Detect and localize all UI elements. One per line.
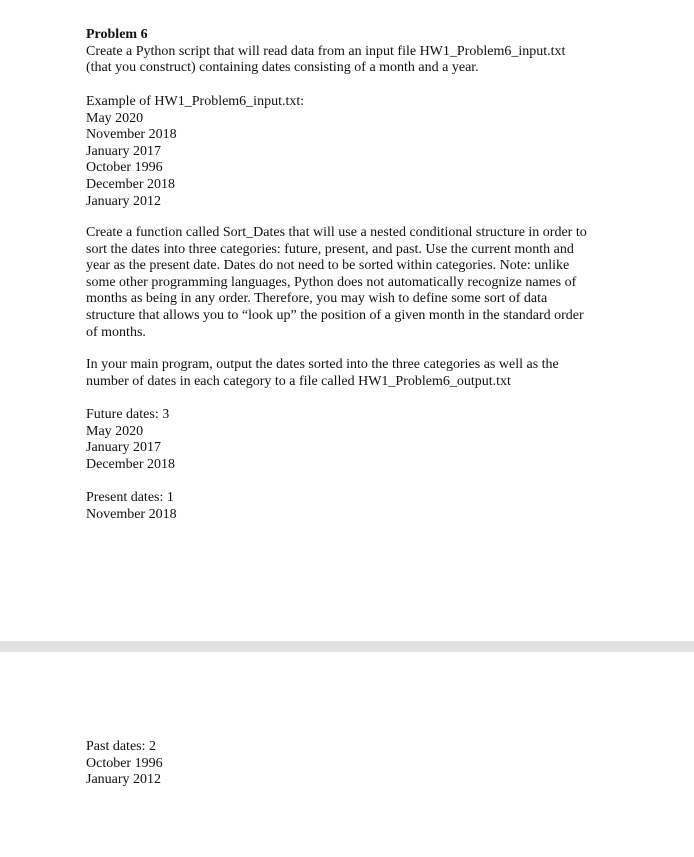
function-line: of months. <box>86 324 146 340</box>
document-page-2 <box>0 652 694 857</box>
function-description <box>86 225 611 341</box>
function-line: some other programming languages, Python does not automatically recognize names of <box>86 274 577 290</box>
future-date: May 2020 <box>86 423 144 439</box>
function-line: months as being in any order. Therefore, you may wish to define some sort of data <box>86 291 548 307</box>
example-section <box>86 94 611 210</box>
past-dates-section <box>86 739 611 789</box>
function-line: Create a function called Sort_Dates that will use a nested conditional structure in order to <box>86 225 587 240</box>
present-date: November 2018 <box>86 506 177 522</box>
function-line: sort the dates into three categories: future, present, and past. Use the current month and <box>86 241 574 257</box>
past-dates-label: Past dates: 2 <box>86 739 156 754</box>
example-date: May 2020 <box>86 110 144 126</box>
future-dates-label: Future dates: 3 <box>86 407 170 422</box>
past-date: October 1996 <box>86 755 163 771</box>
example-label: Example of HW1_Problem6_input.txt: <box>86 94 305 109</box>
past-date: January 2012 <box>86 772 162 788</box>
intro-line: Create a Python script that will read data from an input file HW1_Problem6_input.txt <box>86 43 566 59</box>
function-line: year as the present date. Dates do not need to be sorted within categories. Note: unlike <box>86 258 570 274</box>
main-line: In your main program, output the dates sorted into the three categories as well as the <box>86 357 559 372</box>
present-dates-section <box>86 490 611 523</box>
problem-section <box>86 27 611 77</box>
present-dates-label: Present dates: 1 <box>86 490 174 505</box>
example-date: December 2018 <box>86 176 176 192</box>
example-date: November 2018 <box>86 127 177 143</box>
future-dates-section <box>86 407 611 473</box>
future-date: December 2018 <box>86 456 176 472</box>
example-date: January 2012 <box>86 193 162 209</box>
function-line: structure that allows you to “look up” the position of a given month in the standard order <box>86 307 584 323</box>
example-date: October 1996 <box>86 160 163 176</box>
page-break-separator <box>0 641 694 652</box>
example-date: January 2017 <box>86 143 162 159</box>
main-program-description <box>86 357 611 390</box>
problem-heading: Problem 6 <box>86 27 148 42</box>
future-date: January 2017 <box>86 440 162 456</box>
intro-line: (that you construct) containing dates consisting of a month and a year. <box>86 60 479 76</box>
main-line: number of dates in each category to a file called HW1_Problem6_output.txt <box>86 373 511 389</box>
